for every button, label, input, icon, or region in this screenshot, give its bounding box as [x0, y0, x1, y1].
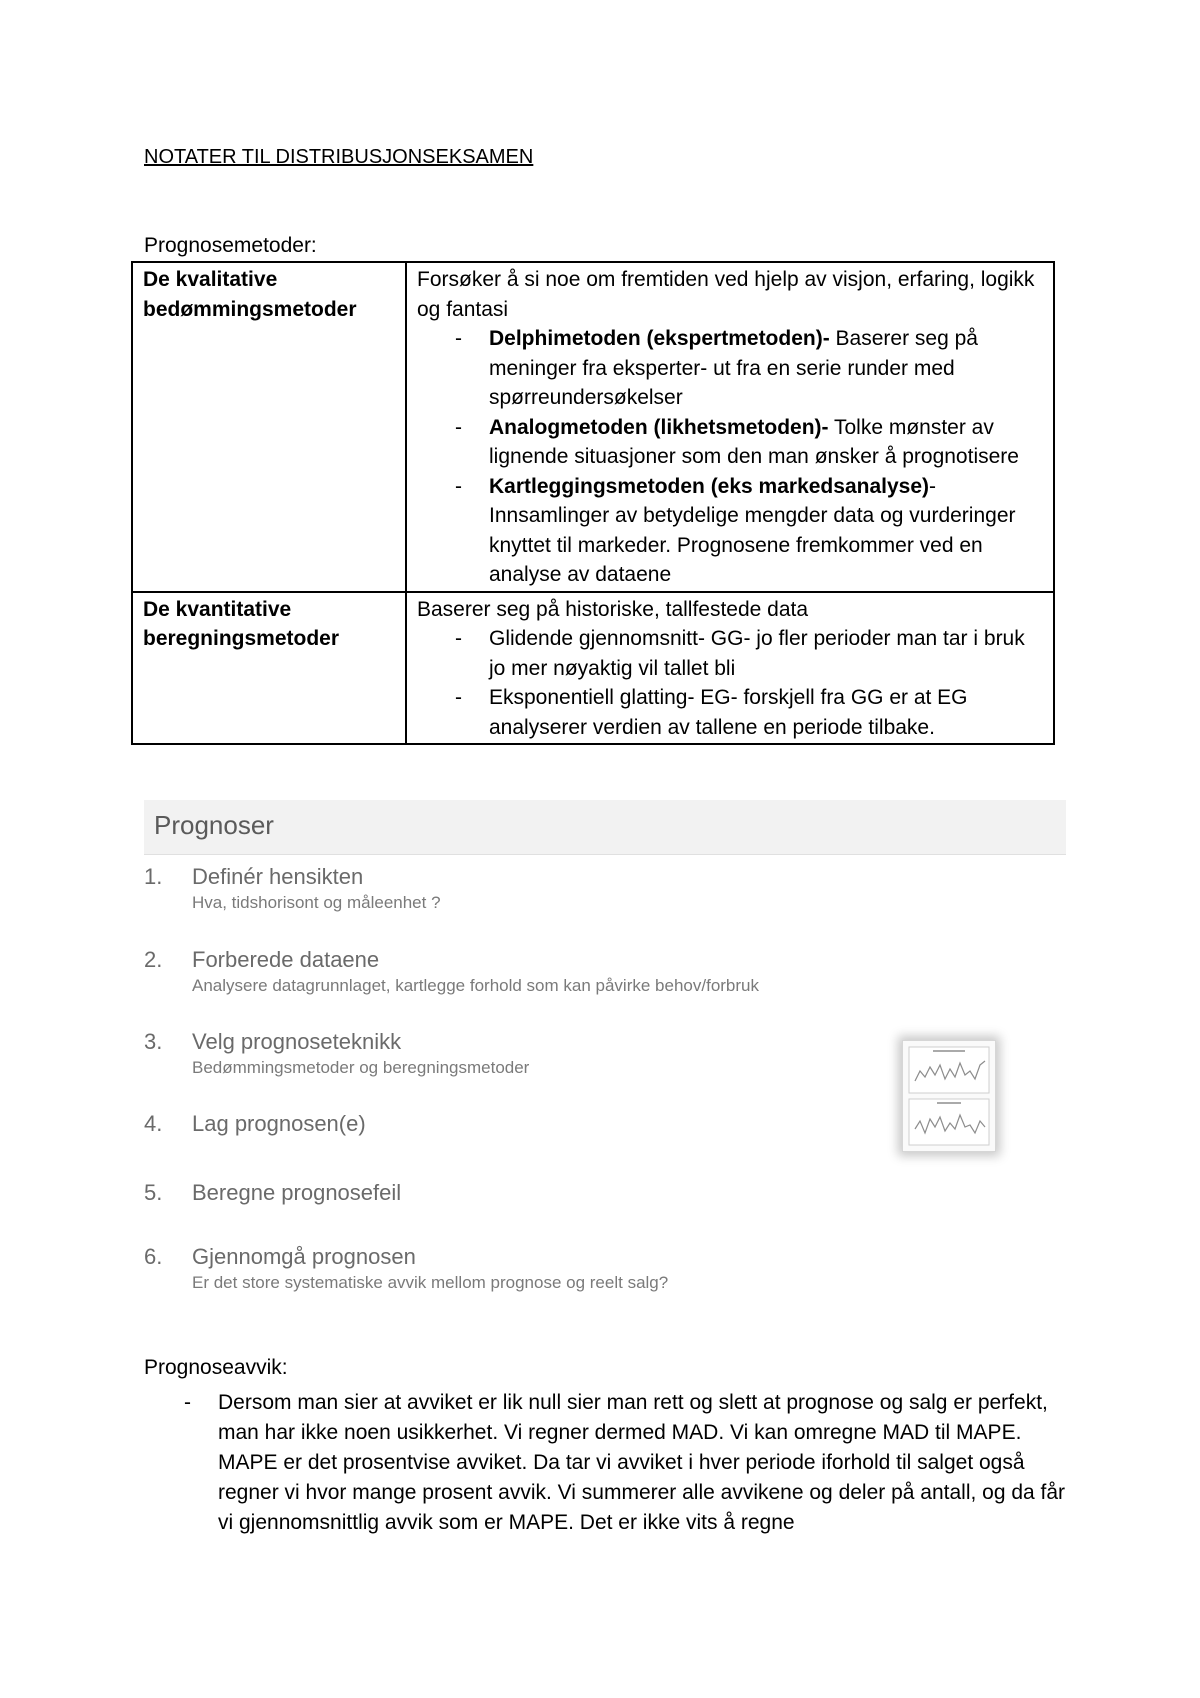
method-list	[417, 324, 1043, 590]
step-subtitle: Bedømmingsmetoder og beregningsmetoder	[192, 1058, 530, 1077]
method-list	[417, 624, 1043, 742]
method-name: Analogmetoden (likhetsmetoden)-	[489, 415, 829, 439]
step-title: Gjennomgå prognosen	[192, 1244, 416, 1269]
list-item	[417, 472, 1043, 590]
prognosemetoder-label: Prognosemetoder:	[144, 234, 317, 257]
step-subtitle: Er det store systematiske avvik mellom prognose og reelt salg?	[192, 1273, 669, 1292]
step-title: Forberede dataene	[192, 947, 380, 972]
method-text: Eksponentiell glatting- EG- forskjell fra GG er at EG analyserer verdien av tallene en periode tilbake.	[489, 686, 968, 739]
step-title: Beregne prognosefeil	[192, 1180, 402, 1205]
step-subtitle: Hva, tidshorisont og måleenhet ?	[192, 893, 441, 912]
list-item	[417, 624, 1043, 683]
method-name: Delphimetoden (ekspertmetoden)-	[489, 327, 830, 350]
prognoseavvik-list	[144, 1388, 1074, 1538]
step-number: 4.	[144, 1111, 163, 1136]
page-title: NOTATER TIL DISTRIBUSJONSEKSAMEN	[144, 146, 534, 168]
slide-header	[144, 800, 1066, 855]
method-heading: De kvantitative beregningsmetoder	[132, 592, 406, 745]
slide-title: Prognoser	[154, 810, 274, 840]
list-item	[417, 683, 1043, 742]
chart-thumbnail-graphic	[903, 1041, 995, 1151]
method-text: Glidende gjennomsnitt- GG- jo fler perioder man tar i bruk jo mer nøyaktig vil tallet bli	[489, 627, 1025, 680]
step-number: 3.	[144, 1029, 163, 1054]
step-title: Velg prognoseteknikk	[192, 1029, 402, 1054]
step-number: 5.	[144, 1180, 163, 1205]
step-subtitle: Analysere datagrunnlaget, kartlegge forhold som kan påvirke behov/forbruk	[192, 976, 760, 995]
method-description-cell	[406, 592, 1054, 745]
step-number: 2.	[144, 947, 163, 972]
step-title: Definér hensikten	[192, 864, 364, 889]
method-description: Forsøker å si noe om fremtiden ved hjelp av visjon, erfaring, logikk og fantasi	[417, 268, 1035, 321]
method-heading: De kvalitative bedømmingsmetoder	[132, 262, 406, 592]
table-row	[132, 262, 1054, 592]
step-number: 1.	[144, 864, 163, 889]
prognoser-slide	[144, 800, 1066, 1300]
list-item	[417, 324, 1043, 413]
list-item: - Dersom man sier at avviket er lik null sier man rett og slett at prognose og salg er perfekt, man har ikke noen usikkerhet. Vi regner dermed MAD. Vi kan omregne MAD til MAPE. MAPE er det prosentvise avviket. Da tar vi avviket i hver periode iforhold til salget også regner vi hvor mange prosent avvik. Vi summerer alle avvikene og deler på antall, og da får vi gjennomsnittlig avvik som er MAPE. Det er ikke vits å regne	[144, 1388, 1074, 1538]
prognoseavvik-label: Prognoseavvik:	[144, 1356, 288, 1379]
method-text: - Innsamlinger av betydelige mengder data og vurderinger knyttet til markeder. Prognosene fremkommer ved en analyse av dataene	[489, 474, 1016, 586]
list-item	[417, 413, 1043, 472]
table-row	[132, 592, 1054, 745]
method-description-cell	[406, 262, 1054, 592]
method-name: Kartleggingsmetoden (eks markedsanalyse)	[489, 474, 929, 498]
step-number: 6.	[144, 1244, 163, 1269]
step-title: Lag prognosen(e)	[192, 1111, 366, 1136]
method-text: Tolke mønster av lignende situasjoner som den man ønsker å prognotisere	[489, 415, 1019, 468]
method-description: Baserer seg på historiske, tallfestede data	[417, 597, 809, 621]
chart-thumbnail-image	[902, 1040, 996, 1152]
methods-table	[131, 261, 1055, 745]
method-text: Baserer seg på meninger fra eksperter- ut fra en serie runder med spørreundersøkelser	[489, 327, 978, 409]
